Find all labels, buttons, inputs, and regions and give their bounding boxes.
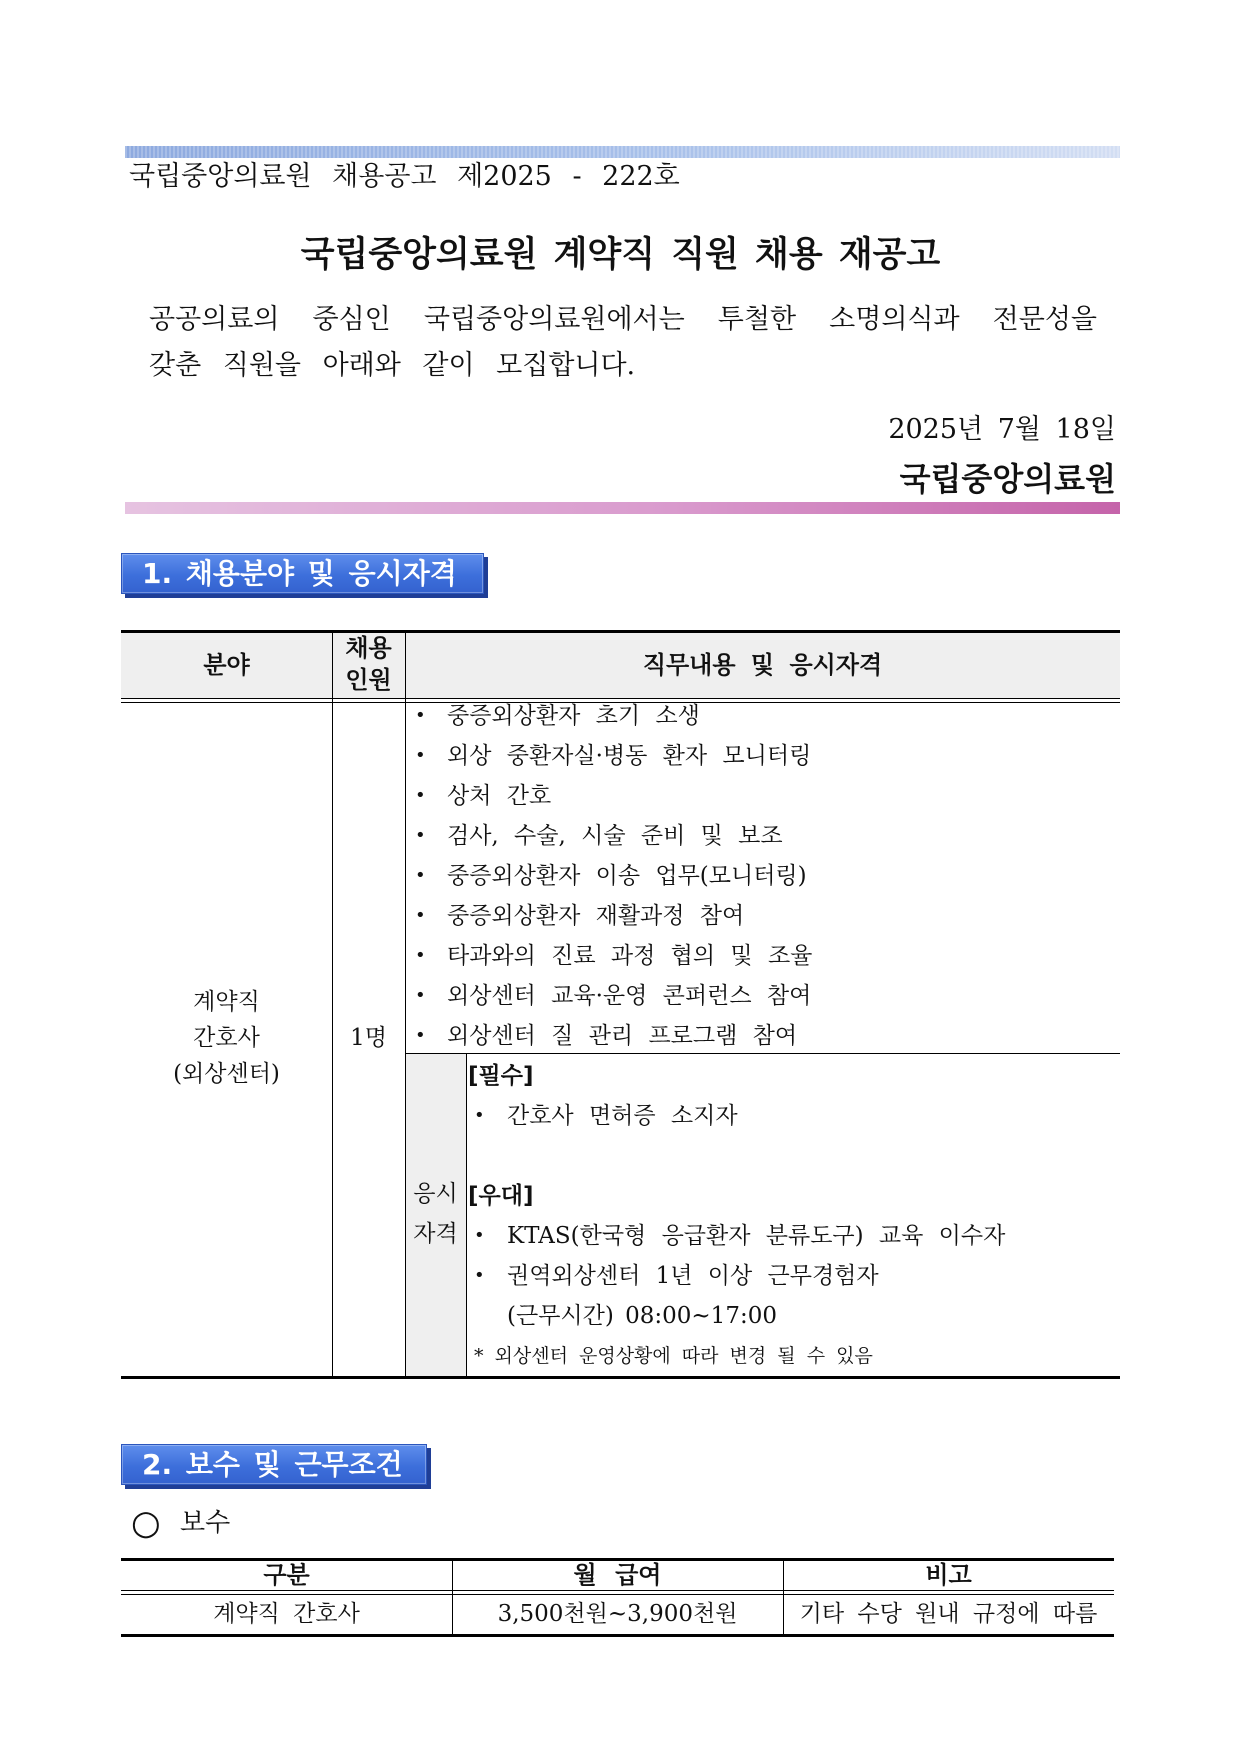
duty-text: 상처 간호 [447,783,552,809]
header-details: 직무내용 및 응시자격 [642,651,883,679]
list-item [415,936,1105,976]
qualification-label-line: 자격 [413,1221,458,1247]
table-cell-remarks: 기타 수당 원내 규정에 따름 [799,1601,1098,1627]
field-line: (외상센터) [173,1061,280,1087]
header-count-line: 채용 [345,634,392,662]
duty-text: 외상센터 교육·운영 콘퍼런스 참여 [447,983,812,1009]
table-cell-category: 계약직 간호사 [213,1601,360,1627]
preferred-text: 권역외상센터 1년 이상 근무경험자 [507,1263,879,1289]
bullet-icon: • [415,905,426,926]
issuer-name: 국립중앙의료원 [899,460,1116,498]
list-item [415,696,1105,736]
duty-text: 중증외상환자 초기 소생 [447,703,700,729]
table-bottom-rule [121,1376,1120,1379]
recruitment-table [121,630,1120,1379]
notice-number: 국립중앙의료원 채용공고 제2025 - 222호 [129,161,680,192]
top-decorative-bar [125,146,1120,158]
bullet-icon: • [415,785,426,806]
column-divider [332,630,333,1377]
preferred-text: KTAS(한국형 응급환자 분류도구) 교육 이수자 [507,1223,1006,1249]
spacer [466,1136,1116,1176]
duty-text: 중증외상환자 이송 업무(모니터링) [447,863,807,889]
intro-paragraph [149,297,1097,389]
header-category: 구분 [263,1561,310,1589]
header-monthly-pay: 월 급여 [573,1561,662,1589]
list-item [415,856,1105,896]
header-count-line: 인원 [345,666,392,694]
qualification-label-line: 응시 [413,1181,458,1207]
circle-marker-icon: ○ [131,1503,161,1543]
duty-text: 중증외상환자 재활과정 참여 [447,903,745,929]
list-item [466,1096,1116,1136]
bullet-icon: • [415,1025,426,1046]
bullet-icon: • [474,1105,485,1126]
list-item [415,816,1105,856]
table-bottom-rule [121,1634,1114,1637]
section-heading-recruitment-field: 1. 채용분야 및 응시자격 [121,553,484,594]
duty-text: 타과와의 진료 과정 협의 및 조율 [447,943,813,969]
count-cell: 1명 [350,1025,387,1051]
field-cell [121,984,332,1092]
duty-text: 외상센터 질 관리 프로그램 참여 [447,1023,798,1049]
list-item [415,736,1105,776]
bullet-icon: • [415,745,426,766]
intro-line: 공공의료의 중심인 국립중앙의료원에서는 투철한 소명의식과 전문성을 [149,304,1097,335]
list-item [415,776,1105,816]
header-field: 분야 [203,651,250,679]
bottom-decorative-bar [125,502,1120,514]
duties-list [415,696,1105,1056]
intro-line: 갖춘 직원을 아래와 같이 모집합니다. [149,350,636,381]
work-hours: (근무시간) 08:00~17:00 [507,1303,777,1329]
duty-text: 외상 중환자실·병동 환자 모니터링 [447,743,812,769]
bullet-icon: • [415,985,426,1006]
bullet-icon: • [415,705,426,726]
notice-date: 2025년 7월 18일 [888,414,1116,445]
pay-subheading: 보수 [180,1508,231,1538]
list-item [415,896,1105,936]
bullet-icon: • [474,1225,485,1246]
required-label: [필수] [468,1063,534,1089]
bullet-icon: • [415,865,426,886]
pay-table [121,1558,1114,1638]
header-count [332,632,405,696]
table-cell-monthly-pay: 3,500천원~3,900천원 [497,1601,738,1627]
list-item [466,1256,1116,1296]
header-remarks: 비고 [925,1561,972,1589]
list-item [415,1016,1105,1056]
field-line: 계약직 [193,989,260,1015]
list-item [466,1216,1116,1256]
bullet-icon: • [415,825,426,846]
bullet-icon: • [474,1265,485,1286]
column-divider [405,630,406,1377]
qualification-label [405,1174,466,1254]
duty-text: 검사, 수술, 시술 준비 및 보조 [447,823,783,849]
field-line: 간호사 [193,1025,260,1051]
list-item [415,976,1105,1016]
bullet-icon: • [415,945,426,966]
section-heading-pay-conditions: 2. 보수 및 근무조건 [121,1444,427,1485]
qualification-content [466,1056,1116,1376]
required-text: 간호사 면허증 소지자 [507,1103,738,1129]
footnote: * 외상센터 운영상황에 따라 변경 될 수 있음 [474,1345,873,1367]
preferred-label: [우대] [468,1183,534,1209]
page-title: 국립중앙의료원 계약직 직원 채용 재공고 [300,235,941,275]
